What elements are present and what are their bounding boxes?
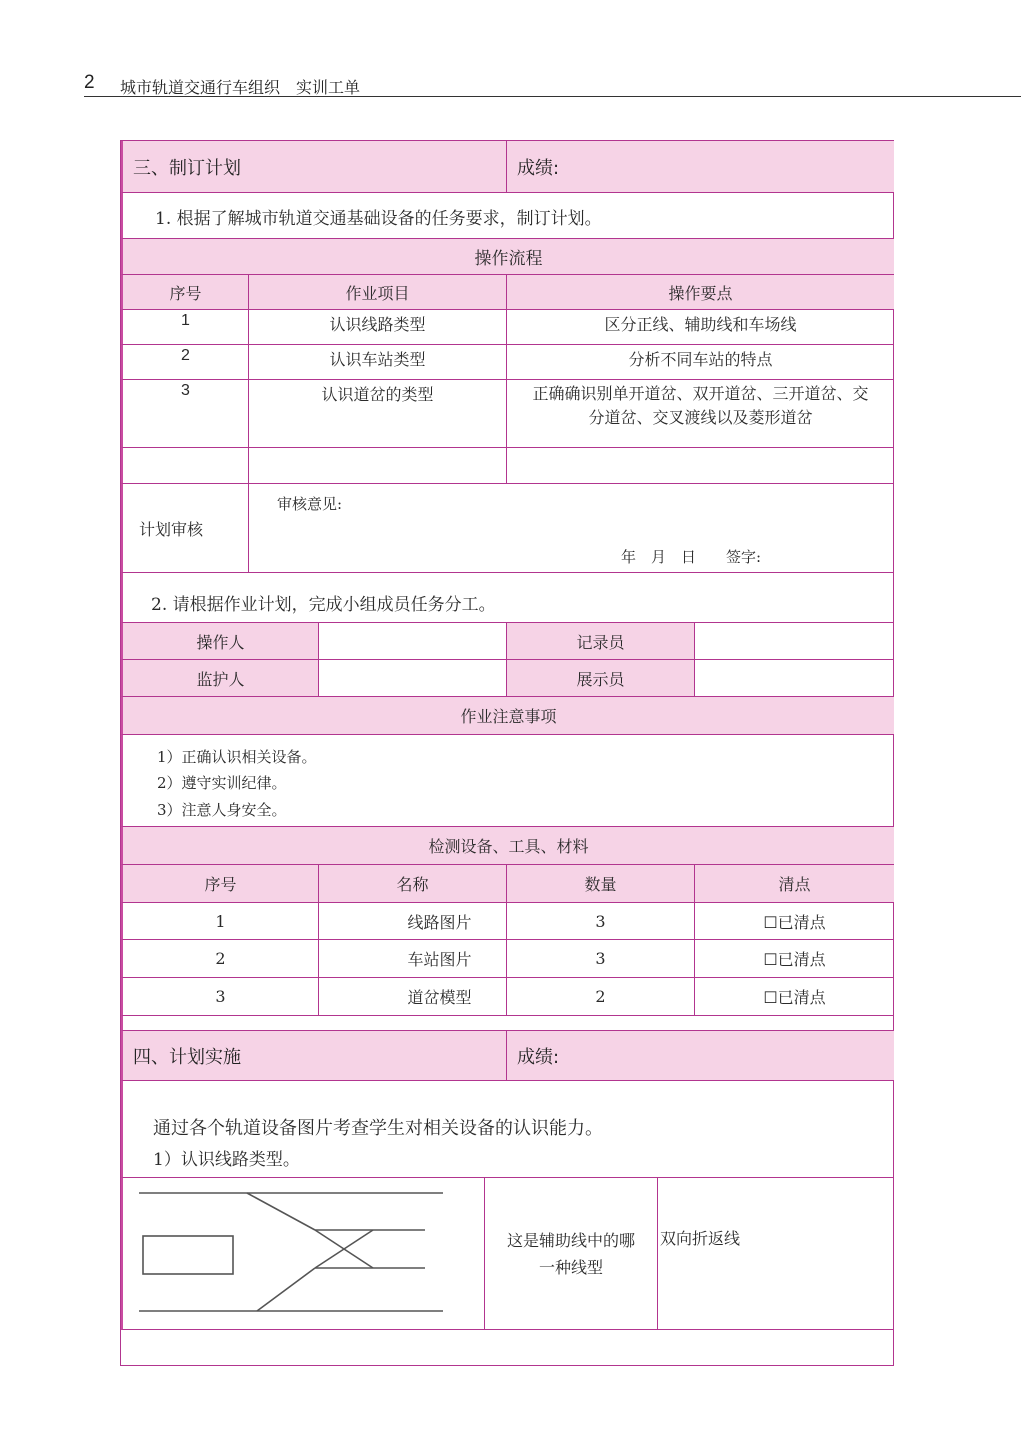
equip-row2-name: 车站图片 <box>319 940 507 978</box>
equip-row3-qty: 2 <box>507 978 695 1016</box>
role-operator: 操作人 <box>121 623 319 660</box>
row1-item: 认识线路类型 <box>249 310 507 345</box>
section3-title: 三、制订计划 <box>121 141 507 193</box>
team-intro-row <box>121 573 894 623</box>
row4-no-empty[interactable] <box>121 448 249 484</box>
col-item: 作业项目 <box>249 275 507 310</box>
book-title: 城市轨道交通行车组织 实训工单 <box>120 78 361 97</box>
notes-box <box>121 735 894 827</box>
row4-point-empty[interactable] <box>507 448 894 484</box>
section3-intro: 1. 根据了解城市轨道交通基础设备的任务要求，制订计划。 <box>155 209 602 229</box>
note-item: 3）注意人身安全。 <box>157 801 287 819</box>
answer-cell[interactable]: 双向折返线 <box>658 1178 894 1330</box>
turnback-line-diagram <box>135 1190 445 1316</box>
role-recorder: 记录员 <box>507 623 695 660</box>
flow-header: 操作流程 <box>121 239 894 275</box>
equip-row1-check[interactable]: ☐已清点 <box>695 903 894 940</box>
section3-intro-row <box>121 193 894 239</box>
row3-item: 认识道岔的类型 <box>249 380 507 448</box>
page-number: 2 <box>84 72 95 93</box>
role-operator-field[interactable] <box>319 623 507 660</box>
track-diagram-cell <box>121 1178 485 1330</box>
page-header <box>84 72 1021 97</box>
section3-score-label: 成绩: <box>507 141 894 193</box>
section4-score-label: 成绩: <box>507 1031 894 1081</box>
role-guardian: 监护人 <box>121 660 319 697</box>
note-item: 2）遵守实训纪律。 <box>157 774 287 792</box>
section4-sub: 1）认识线路类型。 <box>153 1150 300 1170</box>
equip-col-no: 序号 <box>121 865 319 903</box>
row4-item-empty[interactable] <box>249 448 507 484</box>
row2-item: 认识车站类型 <box>249 345 507 380</box>
review-box[interactable] <box>249 484 894 573</box>
row3-point-line2: 分道岔、交叉渡线以及菱形道岔 <box>588 408 813 427</box>
row3-point-line1: 正确确识别单开道岔、双开道岔、三开道岔、交 <box>532 384 869 403</box>
role-recorder-field[interactable] <box>695 623 894 660</box>
review-label: 计划审核 <box>121 484 249 573</box>
section4-intro-row <box>121 1081 894 1178</box>
equip-row2-no: 2 <box>121 940 319 978</box>
equip-row2-qty: 3 <box>507 940 695 978</box>
review-opinion: 审核意见: <box>277 495 343 513</box>
question-line1: 这是辅助线中的哪 <box>506 1230 635 1250</box>
equip-row1-name: 线路图片 <box>319 903 507 940</box>
team-intro: 2. 请根据作业计划，完成小组成员任务分工。 <box>151 595 496 615</box>
row1-no: 1 <box>121 310 249 345</box>
equip-row3-no: 3 <box>121 978 319 1016</box>
equip-row1-no: 1 <box>121 903 319 940</box>
question-line2: 一种线型 <box>538 1257 603 1277</box>
notes-header: 作业注意事项 <box>121 697 894 735</box>
row3-point <box>507 380 894 448</box>
equip-row1-qty: 3 <box>507 903 695 940</box>
role-guardian-field[interactable] <box>319 660 507 697</box>
col-point: 操作要点 <box>507 275 894 310</box>
equip-col-name: 名称 <box>319 865 507 903</box>
equip-col-qty: 数量 <box>507 865 695 903</box>
work-order-form <box>120 140 894 1366</box>
spacer-row <box>121 1016 894 1031</box>
equip-row2-check[interactable]: ☐已清点 <box>695 940 894 978</box>
bottom-empty-row <box>121 1330 894 1365</box>
question-cell <box>485 1178 658 1330</box>
col-no: 序号 <box>121 275 249 310</box>
row2-no: 2 <box>121 345 249 380</box>
note-item: 1）正确认识相关设备。 <box>157 748 317 766</box>
section4-intro: 通过各个轨道设备图片考查学生对相关设备的认识能力。 <box>153 1118 603 1139</box>
section4-title: 四、计划实施 <box>121 1031 507 1081</box>
equip-row3-check[interactable]: ☐已清点 <box>695 978 894 1016</box>
role-presenter-field[interactable] <box>695 660 894 697</box>
row2-point: 分析不同车站的特点 <box>507 345 894 380</box>
review-date-sign: 年 月 日 签字: <box>621 548 762 566</box>
equip-header: 检测设备、工具、材料 <box>121 827 894 865</box>
row3-no: 3 <box>121 380 249 448</box>
row1-point: 区分正线、辅助线和车场线 <box>507 310 894 345</box>
role-presenter: 展示员 <box>507 660 695 697</box>
equip-row3-name: 道岔模型 <box>319 978 507 1016</box>
equip-col-check: 清点 <box>695 865 894 903</box>
